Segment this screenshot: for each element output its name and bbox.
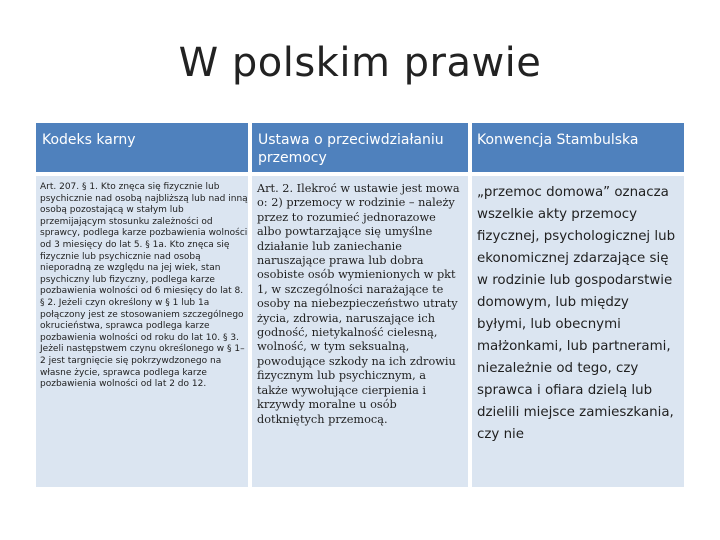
column-divider [468,123,472,487]
column-divider [248,123,252,487]
slide-title: W polskim prawie [178,40,542,86]
cell-kodeks-karny: Art. 207. § 1. Kto znęca się fizycznie lub psychicznie nad osobą najbliższą lub nad inną osobą pozostającą w stałym lub przemijającym stosunku zależności od sprawcy, podlega karze pozbawienia wolności od 3 miesięcy do lat 5. § 1a. Kto znęca się fizycznie lub psychicznie nad osobą nieporadną ze względu na jej wiek, stan psychiczny lub fizyczny, podlega karze pozbawienia wolności od 6 miesięcy do lat 8. § 2. Jeżeli czyn określony w § 1 lub 1a połączony jest ze stosowaniem szczególnego okrucieństwa, sprawca podlega karze pozbawienia wolności od roku do lat 10. § 3. Jeżeli następstwem czynu określonego w § 1–2 jest targnięcie się pokrzywdzonego na własne życie, sprawca podlega karze pozbawienia wolności od lat 2 do 12. [40,182,248,390]
cell-ustawa: Art. 2. Ilekroć w ustawie jest mowa o: 2) przemocy w rodzinie – należy przez to rozumieć jednorazowe albo powtarzające się umyślne działanie lub zaniechanie naruszające prawa lub dobra osobiste osób wymienionych w pkt 1, w szczególności narażające te osoby na niebezpieczeństwo utraty życia, zdrowia, naruszające ich godność, nietykalność cielesną, wolność, w tym seksualną, powodujące szkody na ich zdrowiu fizycznym lub psychicznym, a także wywołujące cierpienia i krzywdy moralne u osób dotkniętych przemocą. [257,182,460,426]
header-konwencja-stambulska: Konwencja Stambulska [477,132,639,148]
cell-konwencja-stambulska: „przemoc domowa” oznacza wszelkie akty przemocy fizycznej, psychologicznej lub ekonomicznej zdarzające się w rodzinie lub gospodarstwie domowym, lub między byłymi, lub obecnymi małżonkami, lub partnerami, niezależnie od tego, czy sprawca i ofiara dzielą lub dzielili miejsce zamieszkania, czy nie [477,185,676,442]
header-ustawa: Ustawa o przeciwdziałaniu przemocy [258,132,444,166]
header-kodeks-karny: Kodeks karny [42,132,136,148]
comparison-table [36,123,684,487]
